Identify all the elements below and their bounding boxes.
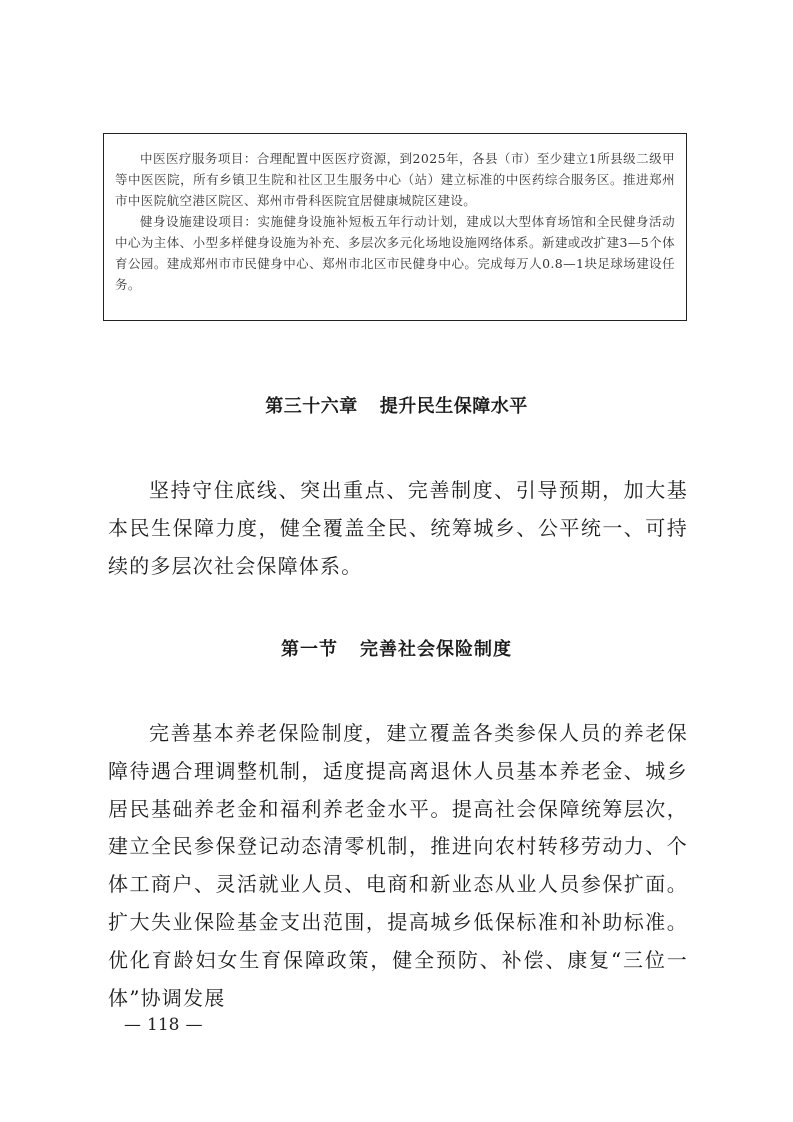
footer-dash-left: — [124, 1015, 141, 1035]
page-footer [118, 1013, 208, 1037]
section-body-paragraph: 完善基本养老保险制度，建立覆盖各类参保人员的养老保障待遇合理调整机制，适度提高离退休人员基本养老金、城乡居民基础养老金和福利养老金水平。提高社会保障统筹层次，建立全民参保登记动态清零机制，推进向农村转移劳动力、个体工商户、灵活就业人员、电商和新业态从业人员参保扩面。扩大失业保险基金支出范围，提高城乡低保标准和补助标准。优化育龄妇女生育保障政策，健全预防、补偿、康复“三位一体”协调发展 [108, 721, 688, 1010]
fitness-project-paragraph: 健身设施建设项目：实施健身设施补短板五年行动计划，建成以大型体育场馆和全民健身活动中心为主体、小型多样健身设施为补充、多层次多元化场地设施网络体系。新建或改扩建3—5个体育公园。建成郑州市市民健身中心、郑州市北区市民健身中心。完成每万人0.8—1块足球场建设任务。 [115, 214, 675, 292]
chapter-heading [0, 393, 793, 421]
section-title: 完善社会保险制度 [360, 639, 512, 660]
chapter-title: 提升民生保障水平 [379, 396, 528, 417]
project-box [103, 133, 687, 321]
page-number: 118 [147, 1015, 180, 1035]
section-heading [0, 636, 793, 664]
tcm-project-paragraph: 中医医疗服务项目：合理配置中医医疗资源，到2025年，各县（市）至少建立1所县级二级甲等中医医院，所有乡镇卫生院和社区卫生服务中心（站）建立标准的中医药综合服务区。推进郑州市中医院航空港区院区、郑州市骨科医院宜居健康城院区建设。 [115, 151, 675, 208]
chapter-intro-paragraph: 坚持守住底线、突出重点、完善制度、引导预期，加大基本民生保障力度，健全覆盖全民、统筹城乡、公平统一、可持续的多层次社会保障体系。 [108, 478, 688, 578]
section-number: 第一节 [281, 639, 338, 660]
chapter-number: 第三十六章 [265, 396, 358, 417]
footer-dash-right: — [185, 1015, 203, 1035]
